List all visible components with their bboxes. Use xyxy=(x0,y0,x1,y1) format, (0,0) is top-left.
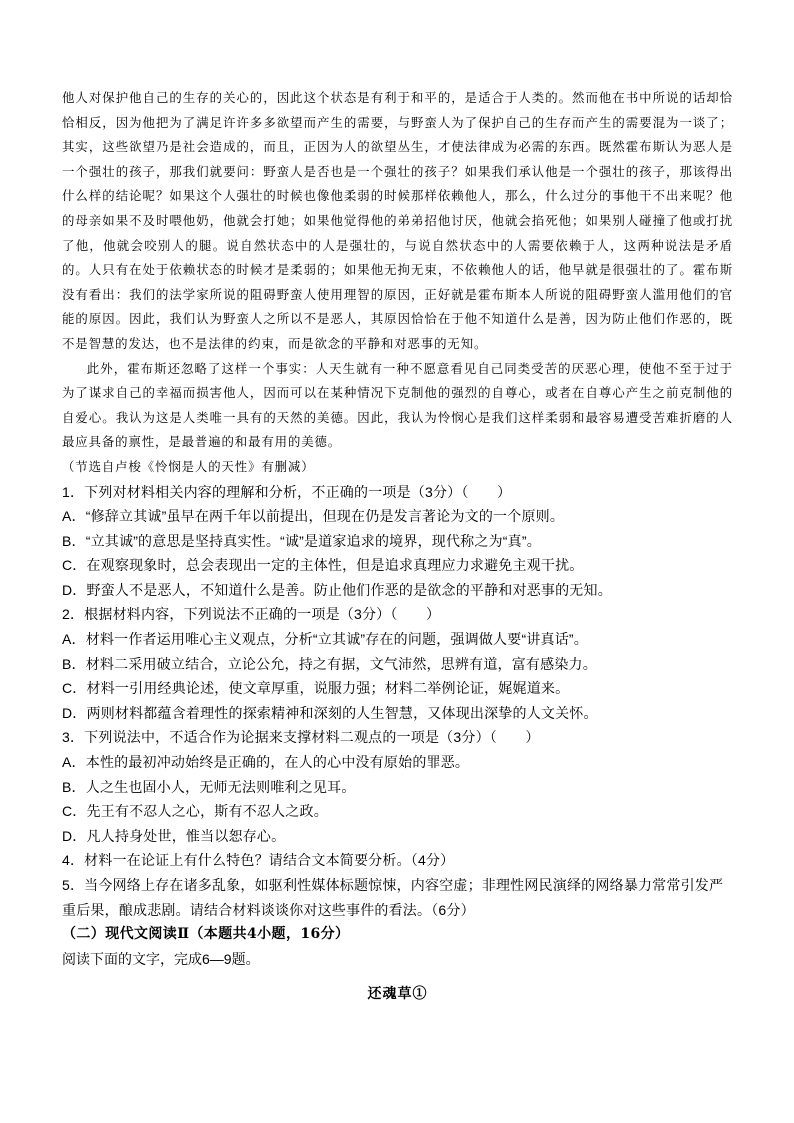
question-5 xyxy=(62,873,733,922)
question-stem: 4．材料一在论证上有什么特色？请结合文本简要分析。（4分） xyxy=(62,852,455,869)
question-list xyxy=(62,480,733,923)
section-instruction: 阅读下面的文字，完成6—9题。 xyxy=(62,950,260,967)
question-1 xyxy=(62,480,733,603)
question-option: B．人之生也固小人，无师无法则唯利之见耳。 xyxy=(62,778,356,795)
question-4 xyxy=(62,848,733,873)
question-option: A．材料一作者运用唯心主义观点，分析“立其诚”存在的问题，强调做人要“讲真话”。 xyxy=(62,631,588,648)
question-option: B．材料二采用破立结合，立论公允，持之有据，文气沛然，思辨有道，富有感染力。 xyxy=(62,655,597,672)
question-option: A．本性的最初冲动始终是正确的，在人的心中没有原始的罪恶。 xyxy=(62,754,470,771)
story-title: 还魂草① xyxy=(367,986,428,1003)
question-option: D．凡人持身处世，惟当以恕存心。 xyxy=(62,827,286,844)
passage-paragraph-1: 他人对保护他自己的生存的关心的，因此这个状态是有利于和平的，是适合于人类的。然而他在书中所说的话却恰恰相反，因为他把为了满足许许多多欲望而产生的需要，与野蛮人为了保护自己的生存而产生的需要混为一谈了；其实，这些欲望乃是社会造成的，而且，正因为人的欲望丛生，才使法律成为必需的东西。既然霍布斯认为恶人是一个强壮的孩子，那我们就要问：野蛮人是否也是一个强壮的孩子？如果我们承认他是一个强壮的孩子，那该得出什么样的结论呢？如果这个人强壮的时候也像他柔弱的时候那样依赖他人，那么，什么过分的事他干不出来呢？他的母亲如果不及时喂他奶，他就会打她；如果他觉得他的弟弟招他讨厌，他就会掐死他；如果别人碰撞了他或打扰了他，他就会咬别人的腿。说自然状态中的人是强壮的，与说自然状态中的人需要依赖于人，这两种说法是矛盾的。人只有在处于依赖状态的时候才是柔弱的；如果他无拘无束，不依赖他人的话，他早就是很强壮的了。霍布斯没有看出：我们的法学家所说的阻碍野蛮人使用理智的原因，正好就是霍布斯本人所说的阻碍野蛮人滥用他们的官能的原因。因此，我们认为野蛮人之所以不是恶人，其原因恰恰在于他不知道什么是善，因为防止他们作恶的，既不是智慧的发达，也不是法律的约束，而是欲念的平静和对恶事的无知。 xyxy=(62,90,733,351)
exam-page xyxy=(62,86,733,1007)
section-heading: （二）现代文阅读Ⅱ（本题共4小题，16分） xyxy=(62,926,350,943)
question-option: D．两则材料都蕴含着理性的探索精神和深刻的人生智慧，又体现出深挚的人文关怀。 xyxy=(62,704,598,721)
passage-paragraph-2: 此外，霍布斯还忽略了这样一个事实：人天生就有一种不愿意看见自己同类受苦的厌恶心理，使他不至于过于为了谋求自己的幸福而损害他人，因而可以在某种情况下克制他的强烈的自尊心，或者在自尊心产生之前克制他的自爱心。我认为这是人类唯一具有的天然的美德。因此，我认为怜悯心是我们这样柔弱和最容易遭受苦难折磨的人最应具备的禀性，是最普遍的和最有用的美德。 xyxy=(62,360,733,450)
question-stem: 5．当今网络上存在诸多乱象，如驱利性媒体标题惊悚，内容空虚；非理性网民演绎的网络暴力常常引发严重后果，酿成悲剧。请结合材料谈谈你对这些事件的看法。（6分） xyxy=(62,877,724,918)
question-option: C．材料一引用经典论述，使文章厚重，说服力强；材料二举例论证，娓娓道来。 xyxy=(62,680,570,697)
question-option: D．野蛮人不是恶人，不知道什么是善。防止他们作恶的是欲念的平静和对恶事的无知。 xyxy=(62,581,612,598)
question-stem: 2．根据材料内容，下列说法不正确的一项是（3分）（ ） xyxy=(62,606,441,623)
question-option: C．先王有不忍人之心，斯有不忍人之政。 xyxy=(62,803,328,820)
question-option: A．“修辞立其诚”虽早在两千年以前提出，但现在仍是发言著论为文的一个原则。 xyxy=(62,508,565,525)
question-stem: 1．下列对材料相关内容的理解和分析，不正确的一项是（3分）（ ） xyxy=(62,483,512,500)
question-2 xyxy=(62,602,733,725)
question-stem: 3．下列说法中，不适合作为论据来支撑材料二观点的一项是（3分）（ ） xyxy=(62,729,540,746)
reading-passage xyxy=(62,86,733,480)
passage-source: （节选自卢梭《怜悯是人的天性》有删减） xyxy=(62,458,315,474)
question-3 xyxy=(62,725,733,848)
question-option: B．“立其诚”的意思是坚持真实性。“诚”是道家追求的境界，现代称之为“真”。 xyxy=(62,532,541,549)
question-option: C．在观察现象时，总会表现出一定的主体性，但是追求真理应力求避免主观干扰。 xyxy=(62,557,584,574)
